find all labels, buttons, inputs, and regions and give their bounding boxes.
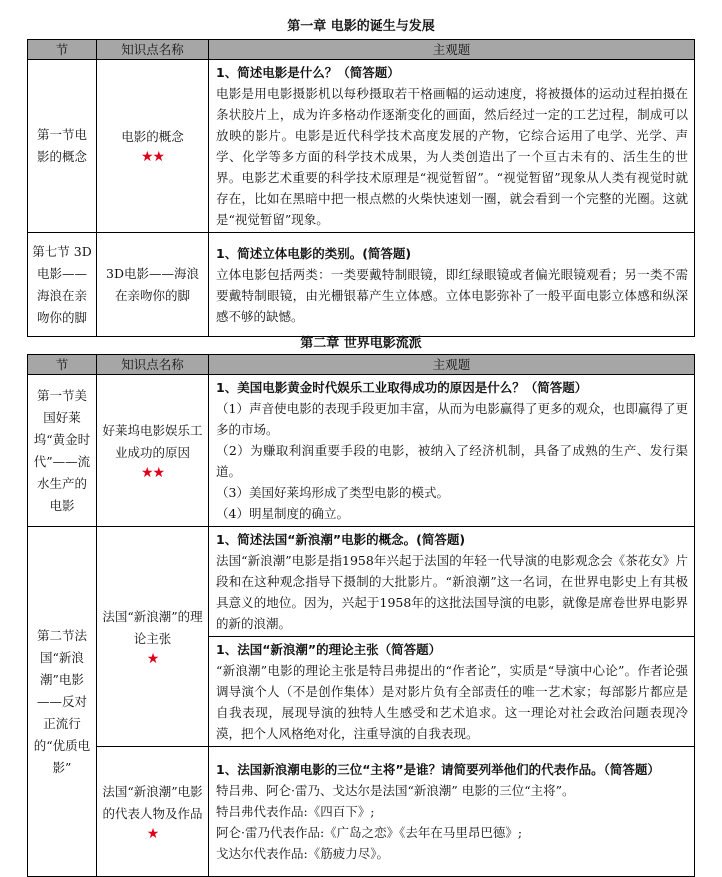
header-knowledge: 知识点名称 — [97, 355, 209, 375]
subjective-cell — [209, 637, 695, 747]
header-subjective: 主观题 — [209, 355, 695, 375]
question-title: 1、简述立体电影的类别。(简答题) — [216, 245, 412, 261]
answer-line: 阿仑·雷乃代表作品:《广岛之恋》《去年在马里昂巴德》; — [216, 825, 523, 840]
answer-point: （4）明星制度的确立。 — [216, 506, 349, 521]
header-knowledge: 知识点名称 — [97, 40, 209, 60]
section-cell — [28, 233, 97, 337]
knowledge-name: 法国“新浪潮”电影的代表人物及作品 — [102, 783, 203, 821]
question-title: 1、法国“新浪潮”的理论主张（简答题） — [216, 642, 442, 657]
answer-line: 戈达尔代表作品:《筋疲力尽》。 — [216, 846, 389, 861]
knowledge-name: 3D电影——海浪在亲吻你的脚 — [106, 265, 199, 303]
answer-text: 立体电影包括两类：一类要戴特制眼镜，即红绿眼镜或者偏光眼镜观看；另一类不需要戴特制眼镜，由光栅银幕产生立体感。立体电影弥补了一般平面电影立体感和纵深感不够的缺憾。 — [216, 266, 688, 324]
section-name: 第二节法国“新浪潮”电影——反对正流行的“优质电影” — [33, 627, 91, 775]
header-subjective: 主观题 — [209, 40, 695, 60]
answer-line: 特吕弗代表作品:《四百下》; — [216, 804, 375, 819]
chapter1-table — [27, 39, 695, 337]
table-row — [28, 747, 695, 877]
importance-stars: ★ — [146, 650, 159, 667]
table-row — [28, 233, 695, 337]
table-row — [28, 60, 695, 233]
section-name: 第一节美国好莱坞“黄金时代”——流水生产的电影 — [33, 387, 91, 513]
importance-stars: ★ — [146, 825, 159, 842]
importance-stars: ★★ — [140, 149, 165, 165]
chapter2-title: 第二章 世界电影流派 — [300, 336, 422, 351]
section-cell — [28, 375, 97, 527]
knowledge-cell — [97, 375, 209, 527]
knowledge-name: 法国“新浪潮”的理论主张 — [102, 608, 203, 646]
importance-stars: ★★ — [140, 464, 165, 481]
question-title: 1、简述法国“新浪潮”电影的概念。(简答题) — [216, 532, 466, 547]
subjective-cell — [209, 747, 695, 877]
answer-point: （2）为赚取利润重要手段的电影，被纳入了经济机制，具备了成熟的生产、发行渠道。 — [216, 443, 688, 479]
subjective-cell — [209, 527, 695, 637]
answer-point: （3）美国好莱坞形成了类型电影的模式。 — [216, 485, 449, 500]
question-title: 1、简述电影是什么？（简答题） — [216, 65, 400, 80]
chapter2-table — [27, 354, 695, 877]
subjective-cell — [209, 233, 695, 337]
table-row — [28, 375, 695, 527]
question-title: 1、美国电影黄金时代娱乐工业取得成功的原因是什么？（简答题） — [216, 380, 588, 395]
knowledge-name: 电影的概念 — [121, 129, 184, 144]
question-title: 1、法国新浪潮电影的三位“主将”是谁？请简要列举他们的代表作品。（简答题） — [216, 762, 660, 777]
section-cell — [28, 527, 97, 877]
knowledge-cell — [97, 233, 209, 337]
section-name: 第一节电影的概念 — [36, 127, 87, 164]
subjective-cell — [209, 60, 695, 233]
knowledge-cell — [97, 60, 209, 233]
table-row — [28, 527, 695, 637]
knowledge-name: 好莱坞电影娱乐工业成功的原因 — [102, 422, 203, 460]
header-section: 节 — [28, 355, 97, 375]
answer-text: 电影是用电影摄影机以每秒摄取若干格画幅的运动速度，将被摄体的运动过程拍摄在条状胶片上，成为许多格动作逐渐变化的画面，然后经过一定的工艺过程，制成可以放映的影片。电影是近代科学技术高度发展的产物，它综合运用了电学、光学、声学、化学等多方面的科学技术成果，为人类创造出了一个亘古未有的、活生生的世界。电影艺术重要的科学技术原理是“视觉暂留”。“视觉暂留”现象从人类有视觉时就存在，比如在黑暗中把一根点燃的火柴快速划一圈，就会看到一个完整的光圈。这就是“视觉暂留”现象。 — [216, 86, 688, 227]
answer-text: “新浪潮”电影的理论主张是特吕弗提出的“作者论”，实质是“导演中心论”。作者论强调导演个人（不是创作集体）是对影片负有全部责任的唯一艺术家；每部影片都应是自我表现，展现导演的独特人生感受和艺术追求。这一理论对社会政治问题表现冷漠，把个人风格绝对化，注重导演的自我表现。 — [216, 663, 688, 741]
chapter1-title: 第一章 电影的诞生与发展 — [287, 19, 435, 34]
section-name: 第七节 3D电影——海浪在亲吻你的脚 — [32, 243, 92, 325]
answer-point: （1）声音使电影的表现手段更加丰富，从而为电影赢得了更多的观众，也即赢得了更多的市场。 — [216, 401, 688, 437]
knowledge-cell — [97, 747, 209, 877]
answer-line: 特吕弗、阿仑·雷乃、戈达尔是法国“新浪潮” 电影的三位“主将”。 — [216, 783, 575, 798]
answer-text: 法国“新浪潮”电影是指1958年兴起于法国的年轻一代导演的电影观念会《茶花女》片段和在这种观念指导下摄制的大批影片。“新浪潮”这一名词，在世界电影史上有其极具意义的地位。因为，兴起于1958年的这批法国导演的电影，就像是席卷世界电影界的新的浪潮。 — [216, 553, 688, 631]
section-cell — [28, 60, 97, 233]
subjective-cell — [209, 375, 695, 527]
knowledge-cell — [97, 527, 209, 747]
table-header-row — [28, 40, 695, 60]
table-header-row — [28, 355, 695, 375]
header-section: 节 — [28, 40, 97, 60]
